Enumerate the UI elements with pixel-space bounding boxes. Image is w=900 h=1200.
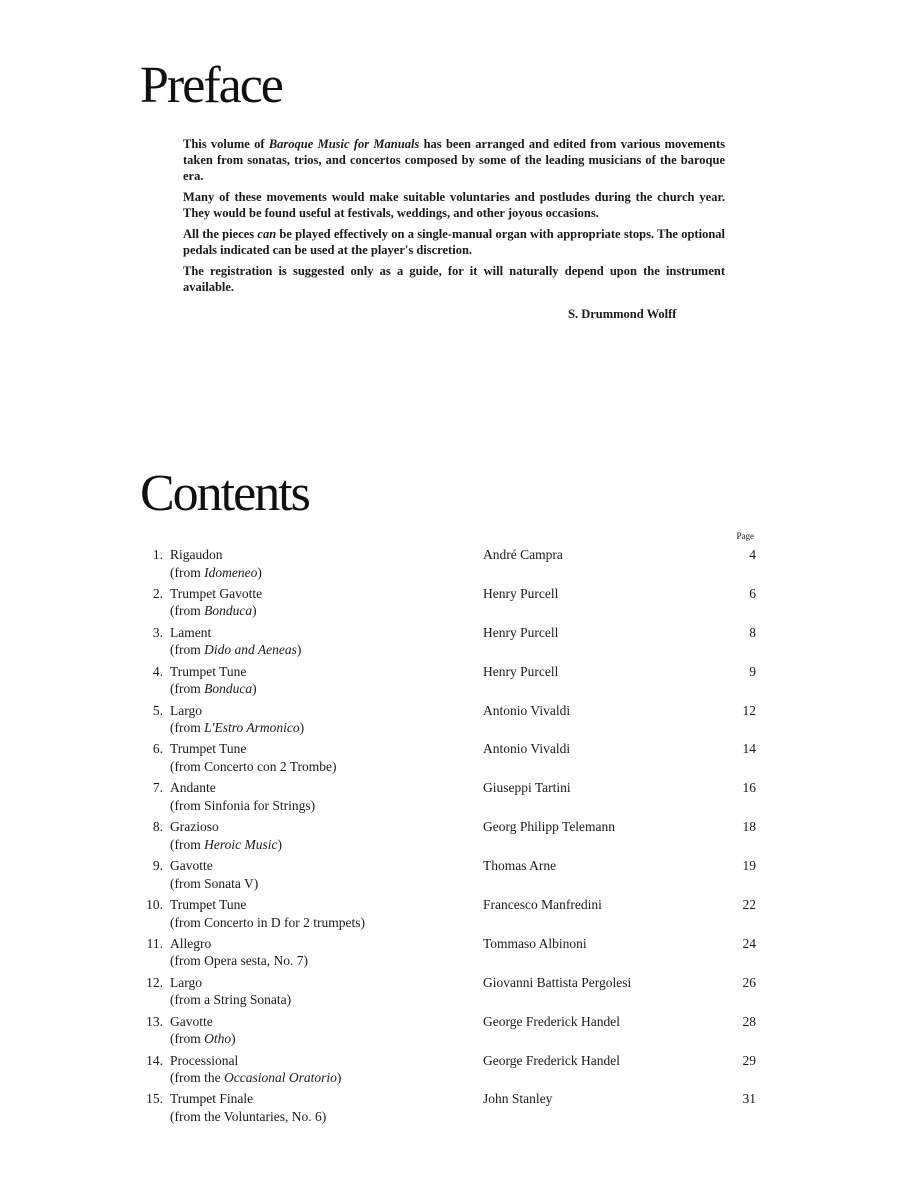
- entry-page-number: 18: [742, 819, 756, 835]
- entry-title: Gavotte: [170, 858, 213, 874]
- entry-composer: John Stanley: [483, 1091, 553, 1107]
- entry-page-number: 9: [749, 663, 756, 679]
- entry-source: (from Sinfonia for Strings): [170, 797, 316, 813]
- entry-source: (from Idomeneo): [170, 564, 262, 580]
- entry-source: (from a String Sonata): [170, 992, 292, 1008]
- toc-entry: [140, 1090, 756, 1129]
- entry-number: 3.: [152, 624, 163, 640]
- entry-composer: Francesco Manfredini: [483, 897, 602, 913]
- toc-entry: [140, 1013, 756, 1052]
- entry-page-number: 19: [742, 858, 756, 874]
- entry-number: 14.: [146, 1052, 163, 1068]
- toc-entry: [140, 546, 756, 585]
- contents-list: [140, 546, 756, 1129]
- preface-heading: Preface: [140, 57, 282, 114]
- entry-page-number: 16: [742, 780, 756, 796]
- entry-source: (from Concerto con 2 Trombe): [170, 758, 337, 774]
- preface-paragraph-1: This volume of Baroque Music for Manuals has been arranged and edited from various movements taken from sonatas, trios, and concertos composed by some of the leading musicians of the baroque era.: [183, 137, 725, 183]
- entry-source: (from Dido and Aeneas): [170, 642, 302, 658]
- toc-entry: [140, 974, 756, 1013]
- entry-number: 9.: [152, 858, 163, 874]
- toc-entry: [140, 1052, 756, 1091]
- entry-composer: Antonio Vivaldi: [483, 741, 571, 757]
- entry-number: 4.: [152, 663, 163, 679]
- entry-source: (from Heroic Music): [170, 836, 282, 852]
- entry-composer: George Frederick Handel: [483, 1013, 620, 1029]
- toc-entry: [140, 896, 756, 935]
- entry-composer: George Frederick Handel: [483, 1052, 620, 1068]
- entry-page-number: 29: [742, 1052, 756, 1068]
- toc-entry: [140, 818, 756, 857]
- entry-number: 6.: [152, 741, 163, 757]
- entry-page-number: 4: [749, 547, 756, 562]
- entry-title: Trumpet Tune: [170, 897, 247, 913]
- entry-composer: Henry Purcell: [483, 585, 559, 601]
- entry-source: (from Sonata V): [170, 875, 259, 891]
- entry-title: Trumpet Tune: [170, 663, 247, 679]
- toc-entry: [140, 935, 756, 974]
- preface-body: [183, 136, 725, 300]
- entry-title: Largo: [170, 974, 202, 990]
- toc-entry: [140, 857, 756, 896]
- entry-composer: Giovanni Battista Pergolesi: [483, 974, 632, 990]
- contents-heading: Contents: [140, 465, 309, 522]
- entry-title: Trumpet Finale: [170, 1091, 254, 1107]
- toc-entry: [140, 702, 756, 741]
- entry-page-number: 22: [742, 897, 756, 913]
- entry-number: 10.: [146, 897, 163, 913]
- entry-title: Allegro: [170, 935, 212, 951]
- toc-entry: [140, 585, 756, 624]
- page-column-header: Page: [736, 531, 754, 541]
- entry-composer: Tommaso Albinoni: [483, 935, 587, 951]
- entry-title: Largo: [170, 702, 202, 718]
- preface-signature: S. Drummond Wolff: [568, 307, 677, 321]
- entry-composer: Giuseppi Tartini: [483, 780, 571, 796]
- entry-number: 15.: [146, 1091, 163, 1107]
- entry-page-number: 24: [742, 935, 756, 951]
- entry-composer: André Campra: [483, 547, 563, 562]
- entry-title: Trumpet Tune: [170, 741, 247, 757]
- entry-page-number: 28: [742, 1013, 756, 1029]
- entry-page-number: 6: [749, 585, 756, 601]
- entry-title: Andante: [170, 780, 216, 796]
- entry-title: Trumpet Gavotte: [170, 585, 263, 601]
- entry-composer: Henry Purcell: [483, 624, 559, 640]
- entry-source: (from Bonduca): [170, 603, 257, 619]
- entry-title: Grazioso: [170, 819, 219, 835]
- entry-number: 13.: [146, 1013, 163, 1029]
- entry-source: (from Opera sesta, No. 7): [170, 953, 308, 969]
- entry-page-number: 8: [749, 624, 756, 640]
- entry-source: (from the Occasional Oratorio): [170, 1070, 342, 1086]
- entry-number: 7.: [152, 780, 163, 796]
- entry-page-number: 12: [742, 702, 756, 718]
- entry-composer: Thomas Arne: [483, 858, 557, 874]
- entry-title: Gavotte: [170, 1013, 213, 1029]
- toc-entry: [140, 624, 756, 663]
- toc-entry: [140, 740, 756, 779]
- entry-source: (from L'Estro Armonico): [170, 720, 305, 736]
- entry-number: 2.: [152, 585, 163, 601]
- entry-composer: Georg Philipp Telemann: [483, 819, 616, 835]
- toc-entry: [140, 779, 756, 818]
- entry-page-number: 26: [742, 974, 756, 990]
- preface-paragraph-4: The registration is suggested only as a guide, for it will naturally depend upon the instrument available.: [183, 264, 725, 294]
- entry-number: 1.: [152, 547, 163, 562]
- entry-source: (from Bonduca): [170, 681, 257, 697]
- entry-title: Rigaudon: [170, 547, 223, 562]
- entry-source: (from the Voluntaries, No. 6): [170, 1108, 327, 1124]
- entry-number: 12.: [146, 974, 163, 990]
- preface-paragraph-3: All the pieces can be played effectively on a single-manual organ with appropriate stops. The optional pedals indicated can be used at the player's discretion.: [183, 227, 725, 257]
- entry-title: Lament: [170, 624, 212, 640]
- preface-paragraph-2: Many of these movements would make suitable voluntaries and postludes during the church year. They would be found useful at festivals, weddings, and other joyous occasions.: [183, 190, 725, 220]
- entry-title: Processional: [170, 1052, 239, 1068]
- toc-entry: [140, 663, 756, 702]
- entry-number: 11.: [146, 935, 163, 951]
- entry-number: 8.: [152, 819, 163, 835]
- entry-number: 5.: [152, 702, 163, 718]
- entry-page-number: 14: [742, 741, 756, 757]
- entry-composer: Antonio Vivaldi: [483, 702, 571, 718]
- entry-source: (from Otho): [170, 1031, 236, 1047]
- entry-source: (from Concerto in D for 2 trumpets): [170, 914, 365, 930]
- entry-composer: Henry Purcell: [483, 663, 559, 679]
- entry-page-number: 31: [742, 1091, 756, 1107]
